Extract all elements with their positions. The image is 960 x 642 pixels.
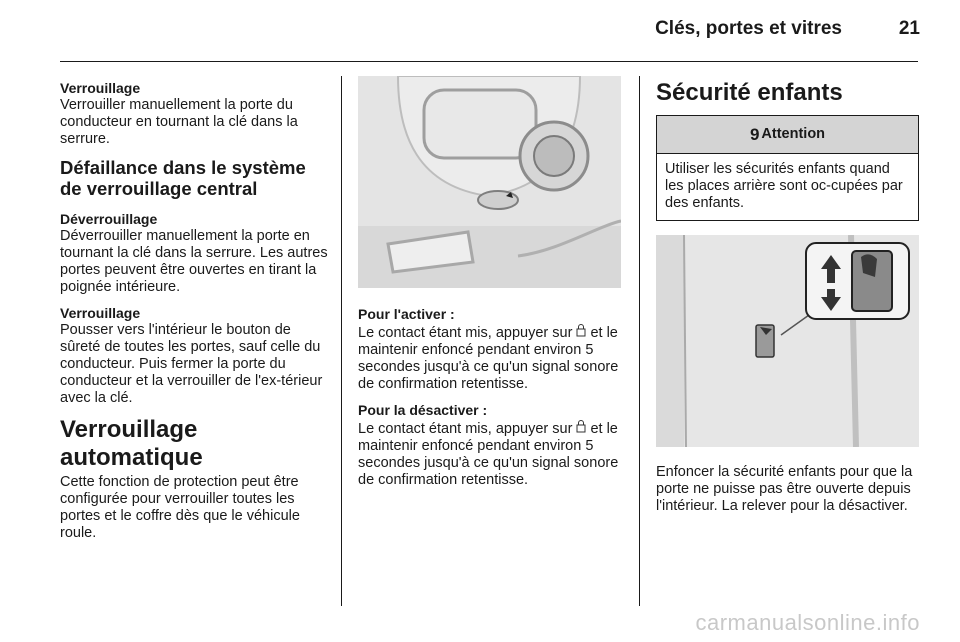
lock-icon	[576, 419, 586, 437]
column-1	[60, 80, 328, 551]
header-rule	[60, 61, 918, 62]
warning-header	[657, 116, 918, 154]
column-2	[358, 76, 626, 498]
overhead-console-illustration	[358, 76, 621, 288]
paragraph-unlocking: Déverrouiller manuellement la porte en tournant la clé dans la serrure. Les autres portes peuvent être ouvertes en tirant la poignée intérieure.	[60, 228, 328, 295]
heading-automatic-locking: Verrouillage automatique	[60, 416, 203, 471]
watermark: carmanualsonline.info	[695, 610, 920, 635]
figure-child-lock	[656, 235, 919, 447]
column-3	[656, 80, 922, 524]
paragraph-automatic-locking: Cette fonction de protection peut être configurée pour verrouiller toutes les portes et le coffre dès que le véhicule roule.	[60, 474, 300, 541]
warning-text: Utiliser les sécurités enfants quand les places arrière sont oc-cupées par des enfants.	[665, 161, 903, 211]
subheading-activate: Pour l'activer :	[358, 306, 455, 322]
column-divider-1	[341, 76, 342, 606]
warning-title: Attention	[761, 126, 826, 142]
paragraph-deactivate: Le contact étant mis, appuyer sur et le maintenir enfoncé pendant environ 5 secondes jusqu'à ce qu'un signal sonore de confirmation retentisse.	[358, 421, 619, 488]
lock-icon	[576, 323, 586, 341]
warning-icon: 9	[749, 125, 760, 144]
paragraph-locking-2: Pousser vers l'intérieur le bouton de sûreté de toutes les portes, sauf celle du conducteur. Puis fermer la porte du conducteur et la verrouiller de l'ex-térieur avec la clé.	[60, 322, 323, 406]
page-number: 21	[898, 18, 920, 39]
subheading-deactivate: Pour la désactiver :	[358, 402, 488, 418]
paragraph-locking: Verrouiller manuellement la porte du conducteur en tournant la clé dans la serrure.	[60, 97, 298, 147]
subheading-locking: Verrouillage	[60, 80, 141, 96]
heading-central-locking-failure: Défaillance dans le système de verrouillage central	[60, 157, 306, 199]
subheading-unlocking: Déverrouillage	[60, 211, 158, 227]
heading-child-safety: Sécurité enfants	[656, 79, 843, 106]
header-title: Clés, portes et vitres	[655, 18, 842, 39]
column-divider-2	[639, 76, 640, 606]
child-lock-illustration	[656, 235, 919, 447]
figure-overhead-console	[358, 76, 621, 288]
subheading-locking-2: Verrouillage	[60, 305, 141, 321]
paragraph-child-safety: Enfoncer la sécurité enfants pour que la porte ne puisse pas être ouverte depuis l'intérieur. La relever pour la désactiver.	[656, 464, 913, 514]
warning-box	[656, 115, 919, 221]
paragraph-activate: Le contact étant mis, appuyer sur et le maintenir enfoncé pendant environ 5 secondes jusqu'à ce qu'un signal sonore de confirmation retentisse.	[358, 325, 619, 392]
